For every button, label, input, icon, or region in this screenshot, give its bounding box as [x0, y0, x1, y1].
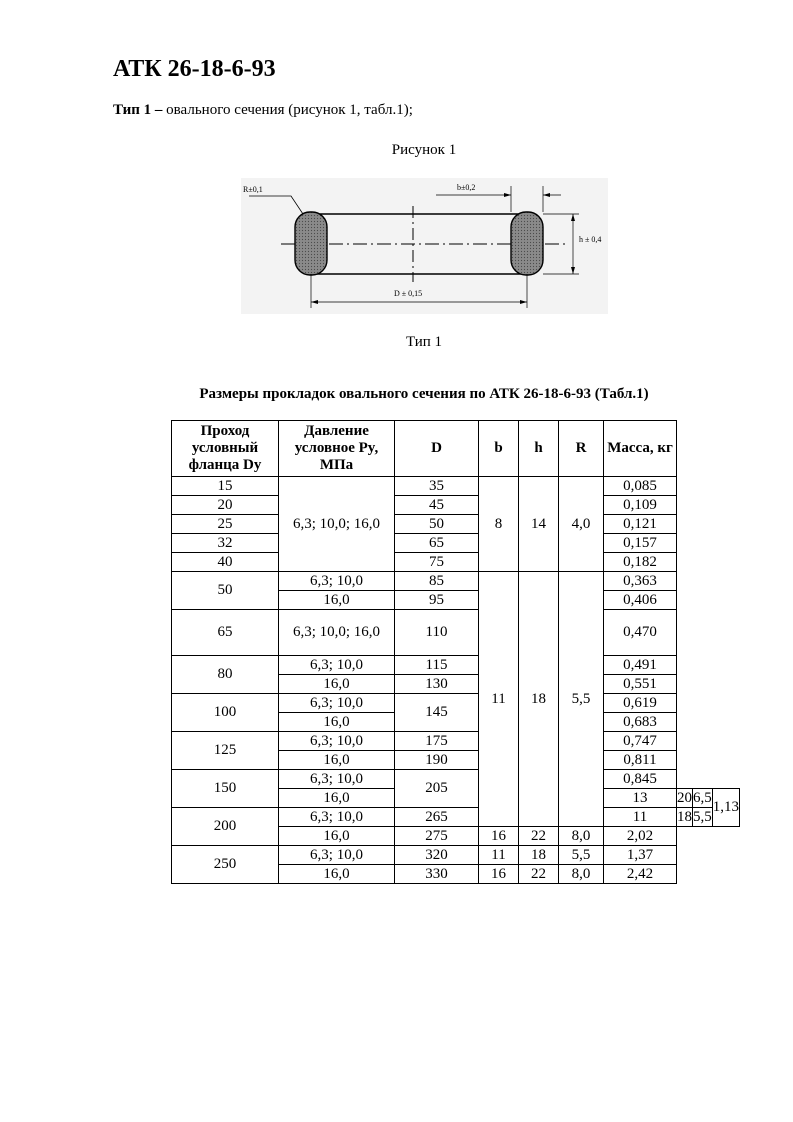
cell-r: 8,0 — [559, 827, 604, 846]
table-row — [172, 515, 740, 534]
cell-py: 16,0 — [279, 865, 395, 884]
cell-d: 320 — [395, 846, 479, 865]
h-dimension-label: h ± 0,4 — [579, 235, 602, 244]
cell-h: 22 — [519, 827, 559, 846]
cell-mass: 0,363 — [604, 572, 677, 591]
cell-dy: 125 — [172, 732, 279, 770]
cell-dy: 15 — [172, 477, 279, 496]
cell-py: 6,3; 10,0 — [279, 656, 395, 675]
cell-py: 16,0 — [279, 789, 395, 808]
header-dy: Проход условный фланца Dy — [172, 421, 279, 477]
cell-py: 6,3; 10,0; 16,0 — [279, 477, 395, 572]
cell-dy: 20 — [172, 496, 279, 515]
cell-b: 16 — [479, 865, 519, 884]
cell-py: 6,3; 10,0 — [279, 846, 395, 865]
cell-b: 16 — [479, 827, 519, 846]
cell-py: 16,0 — [279, 675, 395, 694]
cell-py: 6,3; 10,0 — [279, 572, 395, 591]
cell-py: 6,3; 10,0 — [279, 694, 395, 713]
header-b: b — [479, 421, 519, 477]
cell-h: 18 — [677, 808, 692, 825]
document-title: АТК 26-18-6-93 — [113, 56, 276, 82]
cell-d: 95 — [395, 591, 479, 610]
left-oval-section — [295, 212, 327, 275]
cell-py: 6,3; 10,0 — [279, 808, 395, 827]
cell-py: 6,3; 10,0; 16,0 — [279, 610, 395, 656]
cell-d: 265 — [395, 808, 479, 827]
header-d: D — [395, 421, 479, 477]
cell-d: 65 — [395, 534, 479, 553]
table-row — [172, 572, 740, 591]
table-header-row — [172, 421, 740, 477]
cell-b: 11 — [604, 808, 677, 827]
cell-py: 16,0 — [279, 591, 395, 610]
cell-h: 22 — [519, 865, 559, 884]
cell-d: 330 — [395, 865, 479, 884]
cell-dy: 150 — [172, 770, 279, 808]
cell-mass: 1,37 — [604, 846, 677, 865]
cell-mass: 0,747 — [604, 732, 677, 751]
cell-d: 275 — [395, 827, 479, 846]
cell-r: 4,0 — [559, 477, 604, 572]
r-leader — [249, 196, 303, 214]
cell-mass: 0,085 — [604, 477, 677, 496]
table-row — [172, 808, 740, 827]
type-text: овального сечения (рисунок 1, табл.1); — [162, 102, 413, 118]
cell-h: 20 — [677, 789, 692, 806]
cell-mass: 0,406 — [604, 591, 677, 610]
type-label: Тип 1 – — [113, 102, 163, 118]
cell-dy: 50 — [172, 572, 279, 610]
table-row — [172, 656, 740, 675]
cell-h: 18 — [519, 572, 559, 827]
cell-mass: 2,02 — [604, 827, 677, 846]
cell-mass: 0,551 — [604, 675, 677, 694]
cell-mass: 0,157 — [604, 534, 677, 553]
figure-caption: Рисунок 1 — [391, 142, 457, 158]
cell-mass: 2,42 — [604, 865, 677, 884]
cell-mass: 1,13 — [712, 789, 739, 827]
cell-mass: 0,182 — [604, 553, 677, 572]
cell-b: 11 — [479, 572, 519, 827]
cell-dy: 100 — [172, 694, 279, 732]
cell-r: 5,5 — [559, 846, 604, 865]
header-h: h — [519, 421, 559, 477]
cell-py: 6,3; 10,0 — [279, 732, 395, 751]
cell-py: 16,0 — [279, 751, 395, 770]
table-row — [172, 770, 740, 789]
cell-b: 11 — [479, 846, 519, 865]
table-row — [172, 477, 740, 496]
cell-b: 8 — [479, 477, 519, 572]
cell-d: 190 — [395, 751, 479, 770]
cell-d: 130 — [395, 675, 479, 694]
cell-mass: 0,491 — [604, 656, 677, 675]
cell-mass: 0,121 — [604, 515, 677, 534]
figure-label: Тип 1 — [405, 334, 443, 350]
table-row — [172, 610, 740, 656]
d-dimension-label: D ± 0,15 — [394, 289, 423, 298]
cell-dy: 25 — [172, 515, 279, 534]
cell-d: 35 — [395, 477, 479, 496]
cell-r: 5,5 — [559, 572, 604, 827]
right-oval-section — [511, 212, 543, 275]
cell-mass: 0,109 — [604, 496, 677, 515]
table-row — [172, 694, 740, 713]
cell-dy: 65 — [172, 610, 279, 656]
cell-d: 115 — [395, 656, 479, 675]
header-r: R — [559, 421, 604, 477]
table-row — [172, 846, 740, 865]
cell-d: 50 — [395, 515, 479, 534]
cell-r: 5,5 — [693, 808, 712, 825]
cell-mass: 0,845 — [604, 770, 677, 789]
cell-r: 8,0 — [559, 865, 604, 884]
header-mass: Масса, кг — [604, 421, 677, 477]
cell-d: 175 — [395, 732, 479, 751]
cell-mass: 0,811 — [604, 751, 677, 770]
cell-d: 85 — [395, 572, 479, 591]
cell-py: 16,0 — [279, 827, 395, 846]
cell-mass: 0,683 — [604, 713, 677, 732]
table-row — [172, 732, 740, 751]
table-row — [172, 553, 740, 572]
cell-dy: 32 — [172, 534, 279, 553]
cell-d: 110 — [395, 610, 479, 656]
cell-b: 13 — [604, 789, 677, 808]
cell-dy: 250 — [172, 846, 279, 884]
cell-py: 6,3; 10,0 — [279, 770, 395, 789]
table-row — [172, 534, 740, 553]
b-dimension-label: b±0,2 — [457, 183, 476, 192]
cell-mass: 0,619 — [604, 694, 677, 713]
table-row — [172, 496, 740, 515]
cell-d: 205 — [395, 770, 479, 808]
cell-d: 145 — [395, 694, 479, 732]
cell-mass: 0,470 — [604, 610, 677, 656]
r-dimension-label: R±0,1 — [243, 185, 263, 194]
gasket-drawing — [241, 178, 608, 314]
cell-d: 45 — [395, 496, 479, 515]
cell-dy: 80 — [172, 656, 279, 694]
type-description — [113, 102, 413, 119]
cell-h: 14 — [519, 477, 559, 572]
cell-h: 18 — [519, 846, 559, 865]
cell-r: 6,5 — [693, 789, 712, 806]
gasket-dimensions-table — [171, 420, 740, 884]
table-title: Размеры прокладок овального сечения по АТК 26-18-6-93 (Табл.1) — [199, 386, 649, 402]
cell-d: 75 — [395, 553, 479, 572]
cell-dy: 40 — [172, 553, 279, 572]
cell-dy: 200 — [172, 808, 279, 846]
cell-py: 16,0 — [279, 713, 395, 732]
header-py: Давление условное Py, МПа — [279, 421, 395, 477]
